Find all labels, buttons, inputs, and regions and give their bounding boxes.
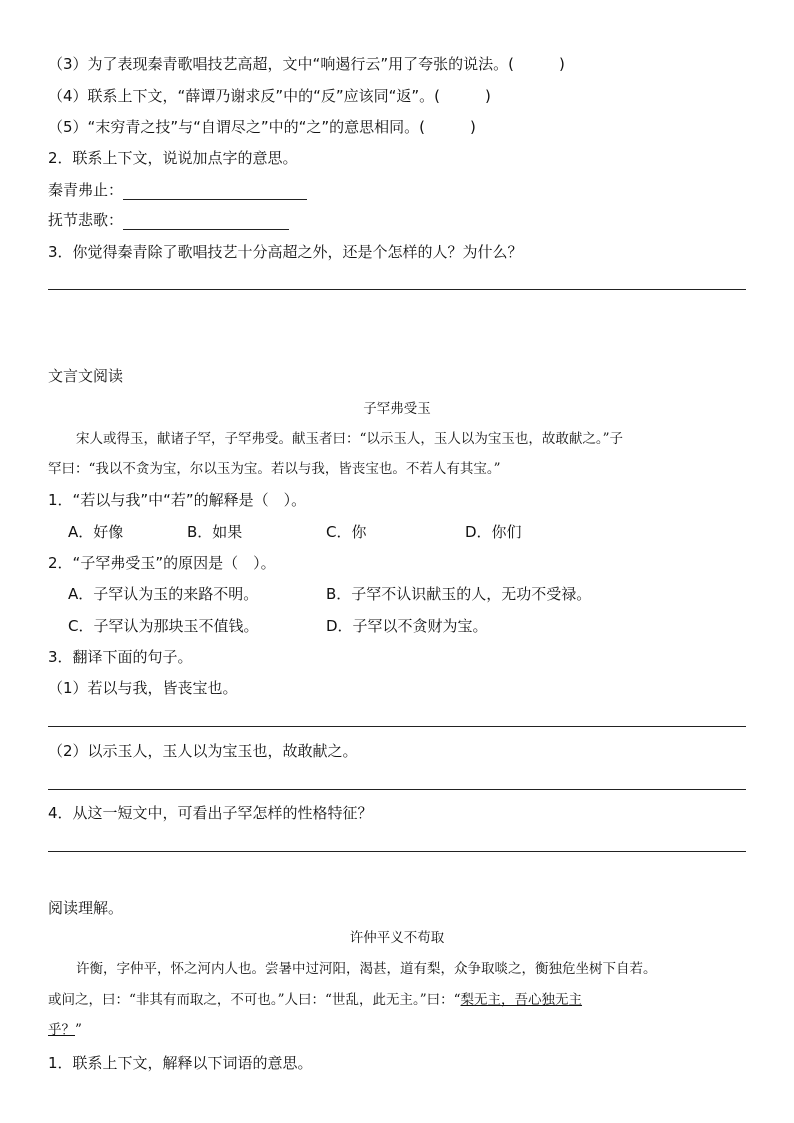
passage3-line-2-text: 或问之，曰：“非其有而取之，不可也。”人曰：“世乱，此无主。”曰：“ [48, 992, 461, 1008]
translate-sentence-1: （1）若以与我，皆丧宝也。 [48, 679, 238, 697]
passage3-line-1: 许衡，字仲平，怀之河内人也。尝暑中过河阳，渴甚，道有梨，众争取啖之，衡独危坐树下自若。 [76, 961, 657, 977]
question-3-translate: 3．翻译下面的句子。 [48, 648, 193, 666]
question-4-character: 4．从这一短文中，可看出子罕怎样的性格特征？ [48, 804, 373, 822]
passage3-line-3 [48, 1020, 82, 1040]
q1-option-a[interactable]: A．好像 [68, 523, 124, 541]
answer-blank-2[interactable] [123, 213, 289, 230]
passage-line-1: 宋人或得玉，献诸子罕，子罕弗受。献玉者曰：“以示玉人，玉人以为宝玉也，故敢献之。”子 [76, 431, 624, 447]
answer-line-translate-2[interactable] [48, 789, 746, 790]
passage-line-2: 罕曰：“我以不贪为宝，尔以玉为宝。若以与我，皆丧宝也。不若人有其宝。” [48, 461, 501, 477]
q1-option-b[interactable]: B．如果 [187, 523, 243, 541]
closing-quote: ” [75, 1022, 82, 1038]
answer-blank-1[interactable] [123, 183, 307, 200]
word-label-1: 秦青弗止： [48, 181, 124, 199]
item-3-qinqing-character: 3．你觉得秦青除了歌唱技艺十分高超之外，还是个怎样的人？为什么？ [48, 243, 523, 261]
word-label-2: 抚节悲歌： [48, 211, 124, 229]
question-5-zhi: （5）“末穷青之技”与“自谓尽之”中的“之”的意思相同。( ) [48, 118, 476, 136]
q2-option-a[interactable]: A．子罕认为玉的来路不明。 [68, 585, 259, 603]
translate-sentence-2: （2）以示玉人，玉人以为宝玉也，故敢献之。 [48, 742, 358, 760]
section-heading-reading: 阅读理解。 [48, 899, 124, 917]
passage-title-zihan: 子罕弗受玉 [363, 401, 431, 417]
answer-line-item3[interactable] [48, 289, 746, 290]
word-row-2 [48, 210, 289, 230]
question-3-exaggeration: （3）为了表现秦青歌唱技艺高超，文中“响遏行云”用了夸张的说法。( ) [48, 55, 565, 73]
q2-option-b[interactable]: B．子罕不认识献玉的人，无功不受禄。 [326, 585, 592, 603]
q2-option-d[interactable]: D．子罕以不贪财为宝。 [326, 617, 488, 635]
question-2-reason: 2．“子罕弗受玉”的原因是（ ）。 [48, 554, 276, 572]
passage3-line-2 [48, 990, 582, 1010]
word-row-1 [48, 180, 307, 200]
underlined-sentence-part2: 乎？ [48, 1022, 75, 1038]
answer-line-translate-1[interactable] [48, 726, 746, 727]
section-heading-classical: 文言文阅读 [48, 367, 124, 385]
q2-option-c[interactable]: C．子罕认为那块玉不值钱。 [68, 617, 259, 635]
question-1-explain-terms: 1．联系上下文，解释以下词语的意思。 [48, 1054, 313, 1072]
q1-option-d[interactable]: D．你们 [465, 523, 522, 541]
item-2-explain-words: 2．联系上下文，说说加点字的意思。 [48, 149, 298, 167]
question-1-ruo: 1．“若以与我”中“若”的解释是（ ）。 [48, 491, 307, 509]
answer-line-character[interactable] [48, 851, 746, 852]
question-4-fan: （4）联系上下文，“薛谭乃谢求反”中的“反”应该同“返”。( ) [48, 87, 491, 105]
q1-option-c[interactable]: C．你 [326, 523, 367, 541]
passage-title-xuzhongping: 许仲平义不苟取 [349, 930, 445, 946]
underlined-sentence-part1: 梨无主，吾心独无主 [460, 992, 583, 1008]
